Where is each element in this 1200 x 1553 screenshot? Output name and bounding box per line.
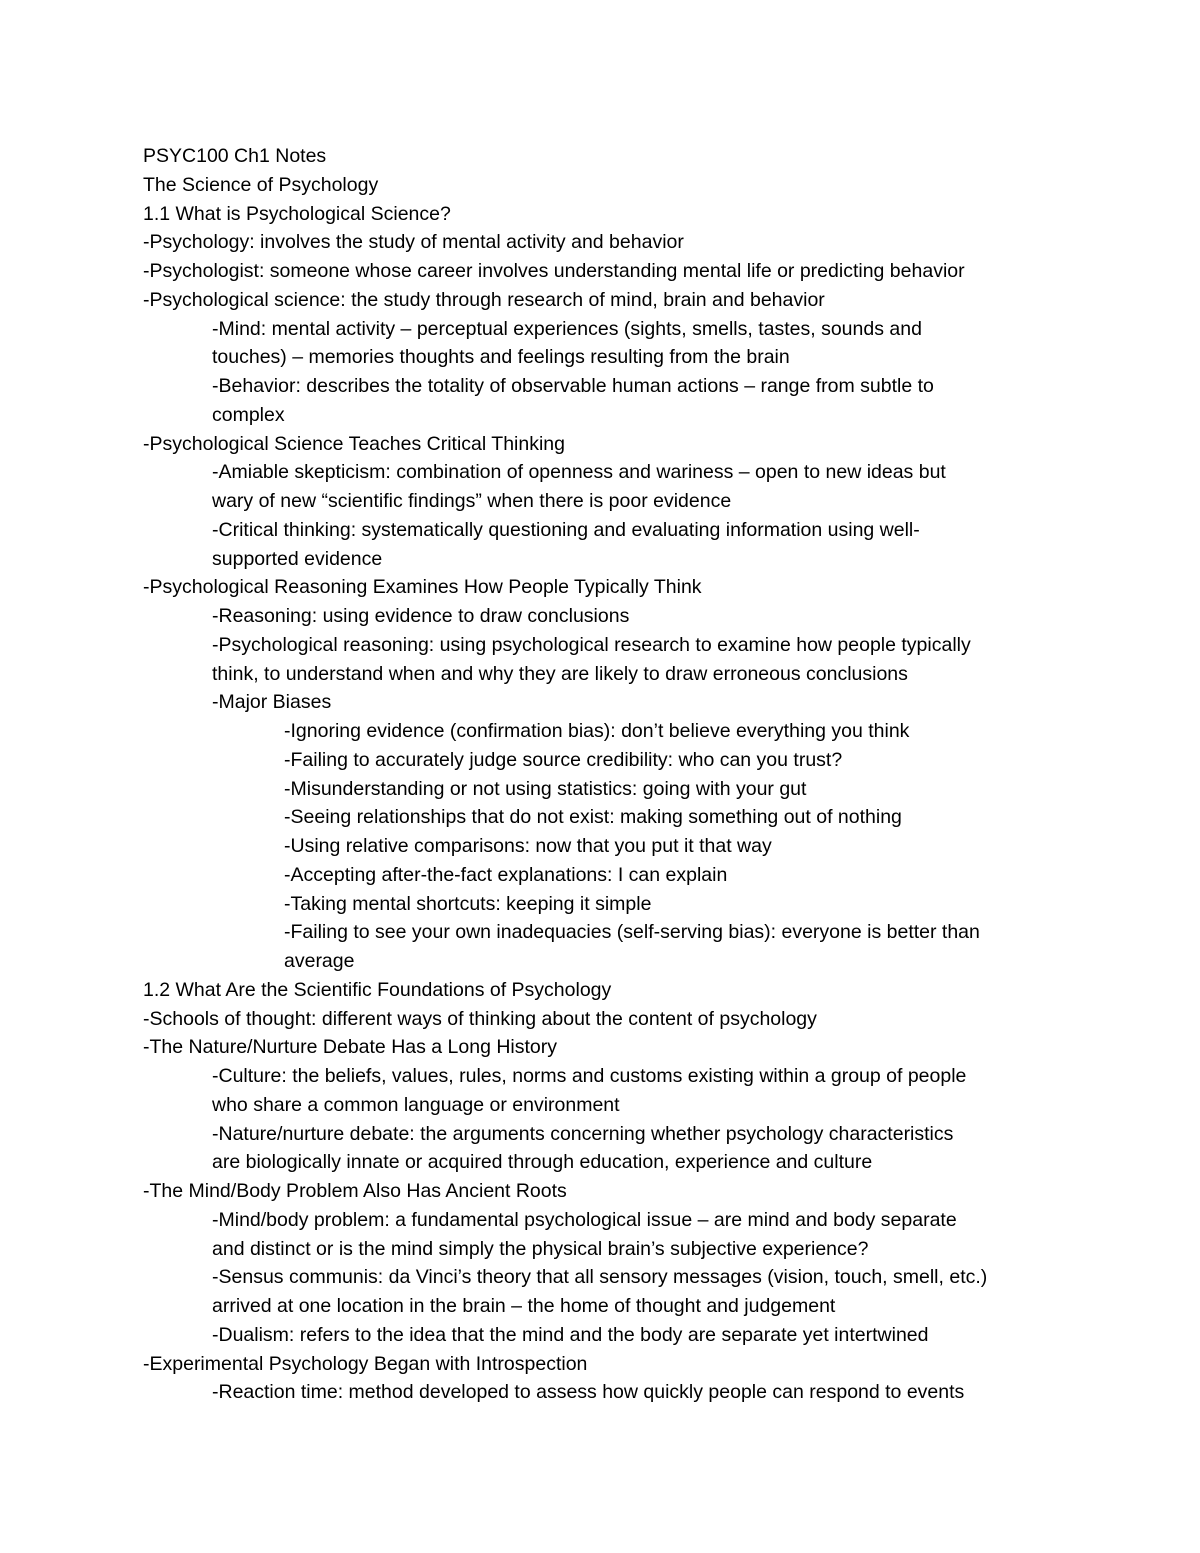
document-line: wary of new “scientific findings” when there is poor evidence — [212, 490, 732, 512]
document-line: -Psychological science: the study through research of mind, brain and behavior — [143, 288, 825, 311]
document-line: and distinct or is the mind simply the physical brain’s subjective experience? — [212, 1237, 869, 1260]
document-line: -The Mind/Body Problem Also Has Ancient Roots — [143, 1180, 567, 1202]
document-line: -Nature/nurture debate: the arguments concerning whether psychology characteristics — [212, 1122, 954, 1145]
document-line: -Reasoning: using evidence to draw conclusions — [212, 605, 630, 627]
document-line: The Science of Psychology — [143, 173, 379, 196]
document-line: supported evidence — [212, 547, 383, 570]
document-line: 1.1 What is Psychological Science? — [143, 202, 451, 225]
document-line: -Culture: the beliefs, values, rules, norms and customs existing within a group of people — [212, 1065, 967, 1087]
document-line: -Mind: mental activity – perceptual experiences (sights, smells, tastes, sounds and — [212, 317, 922, 340]
document-line: -Accepting after-the-fact explanations: I can explain — [284, 863, 728, 886]
document-line: -Sensus communis: da Vinci’s theory that all sensory messages (vision, touch, smell, etc.) — [212, 1266, 988, 1289]
document-line: -Schools of thought: different ways of thinking about the content of psychology — [143, 1007, 817, 1030]
document-line: touches) – memories thoughts and feelings resulting from the brain — [212, 346, 790, 369]
document-line: -Experimental Psychology Began with Introspection — [143, 1352, 588, 1375]
document-line: -Psychological reasoning: using psychological research to examine how people typically — [212, 633, 971, 656]
document-line: -Amiable skepticism: combination of openness and wariness – open to new ideas but — [212, 461, 946, 484]
document-line: PSYC100 Ch1 Notes — [143, 145, 327, 167]
document-line: are biologically innate or acquired through education, experience and culture — [212, 1151, 873, 1174]
document-line: -Reaction time: method developed to assess how quickly people can respond to events — [212, 1381, 965, 1404]
document-line: complex — [212, 403, 285, 426]
document-line: -Taking mental shortcuts: keeping it simple — [284, 892, 652, 915]
document-line: -Dualism: refers to the idea that the mind and the body are separate yet intertwined — [212, 1323, 929, 1346]
document-line: who share a common language or environment — [212, 1093, 620, 1116]
document-line: -Failing to see your own inadequacies (self-serving bias): everyone is better than — [284, 921, 980, 944]
document-line: -Using relative comparisons: now that you put it that way — [284, 835, 772, 857]
document-line: average — [284, 950, 355, 972]
document-line: -Critical thinking: systematically questioning and evaluating information using well- — [212, 518, 920, 541]
document-line: -Misunderstanding or not using statistics: going with your gut — [284, 777, 807, 800]
document-line: -Major Biases — [212, 691, 332, 714]
document-line: -The Nature/Nurture Debate Has a Long History — [143, 1036, 558, 1059]
document-line: -Psychological Reasoning Examines How People Typically Think — [143, 576, 702, 599]
document-line: -Behavior: describes the totality of observable human actions – range from subtle to — [212, 375, 934, 397]
document-line: -Ignoring evidence (confirmation bias): don’t believe everything you think — [284, 720, 910, 742]
document-line: -Psychologist: someone whose career involves understanding mental life or predicting behavior — [143, 260, 965, 282]
document-line: -Psychology: involves the study of mental activity and behavior — [143, 231, 684, 254]
document-body — [143, 142, 1103, 1407]
document-line: -Psychological Science Teaches Critical Thinking — [143, 432, 565, 455]
document-line: think, to understand when and why they are likely to draw erroneous conclusions — [212, 662, 908, 685]
document-line: -Seeing relationships that do not exist: making something out of nothing — [284, 806, 902, 829]
document-line: -Mind/body problem: a fundamental psychological issue – are mind and body separate — [212, 1208, 957, 1231]
document-line: -Failing to accurately judge source credibility: who can you trust? — [284, 748, 843, 771]
document-line: arrived at one location in the brain – the home of thought and judgement — [212, 1295, 836, 1317]
document-line: 1.2 What Are the Scientific Foundations of Psychology — [143, 978, 612, 1001]
